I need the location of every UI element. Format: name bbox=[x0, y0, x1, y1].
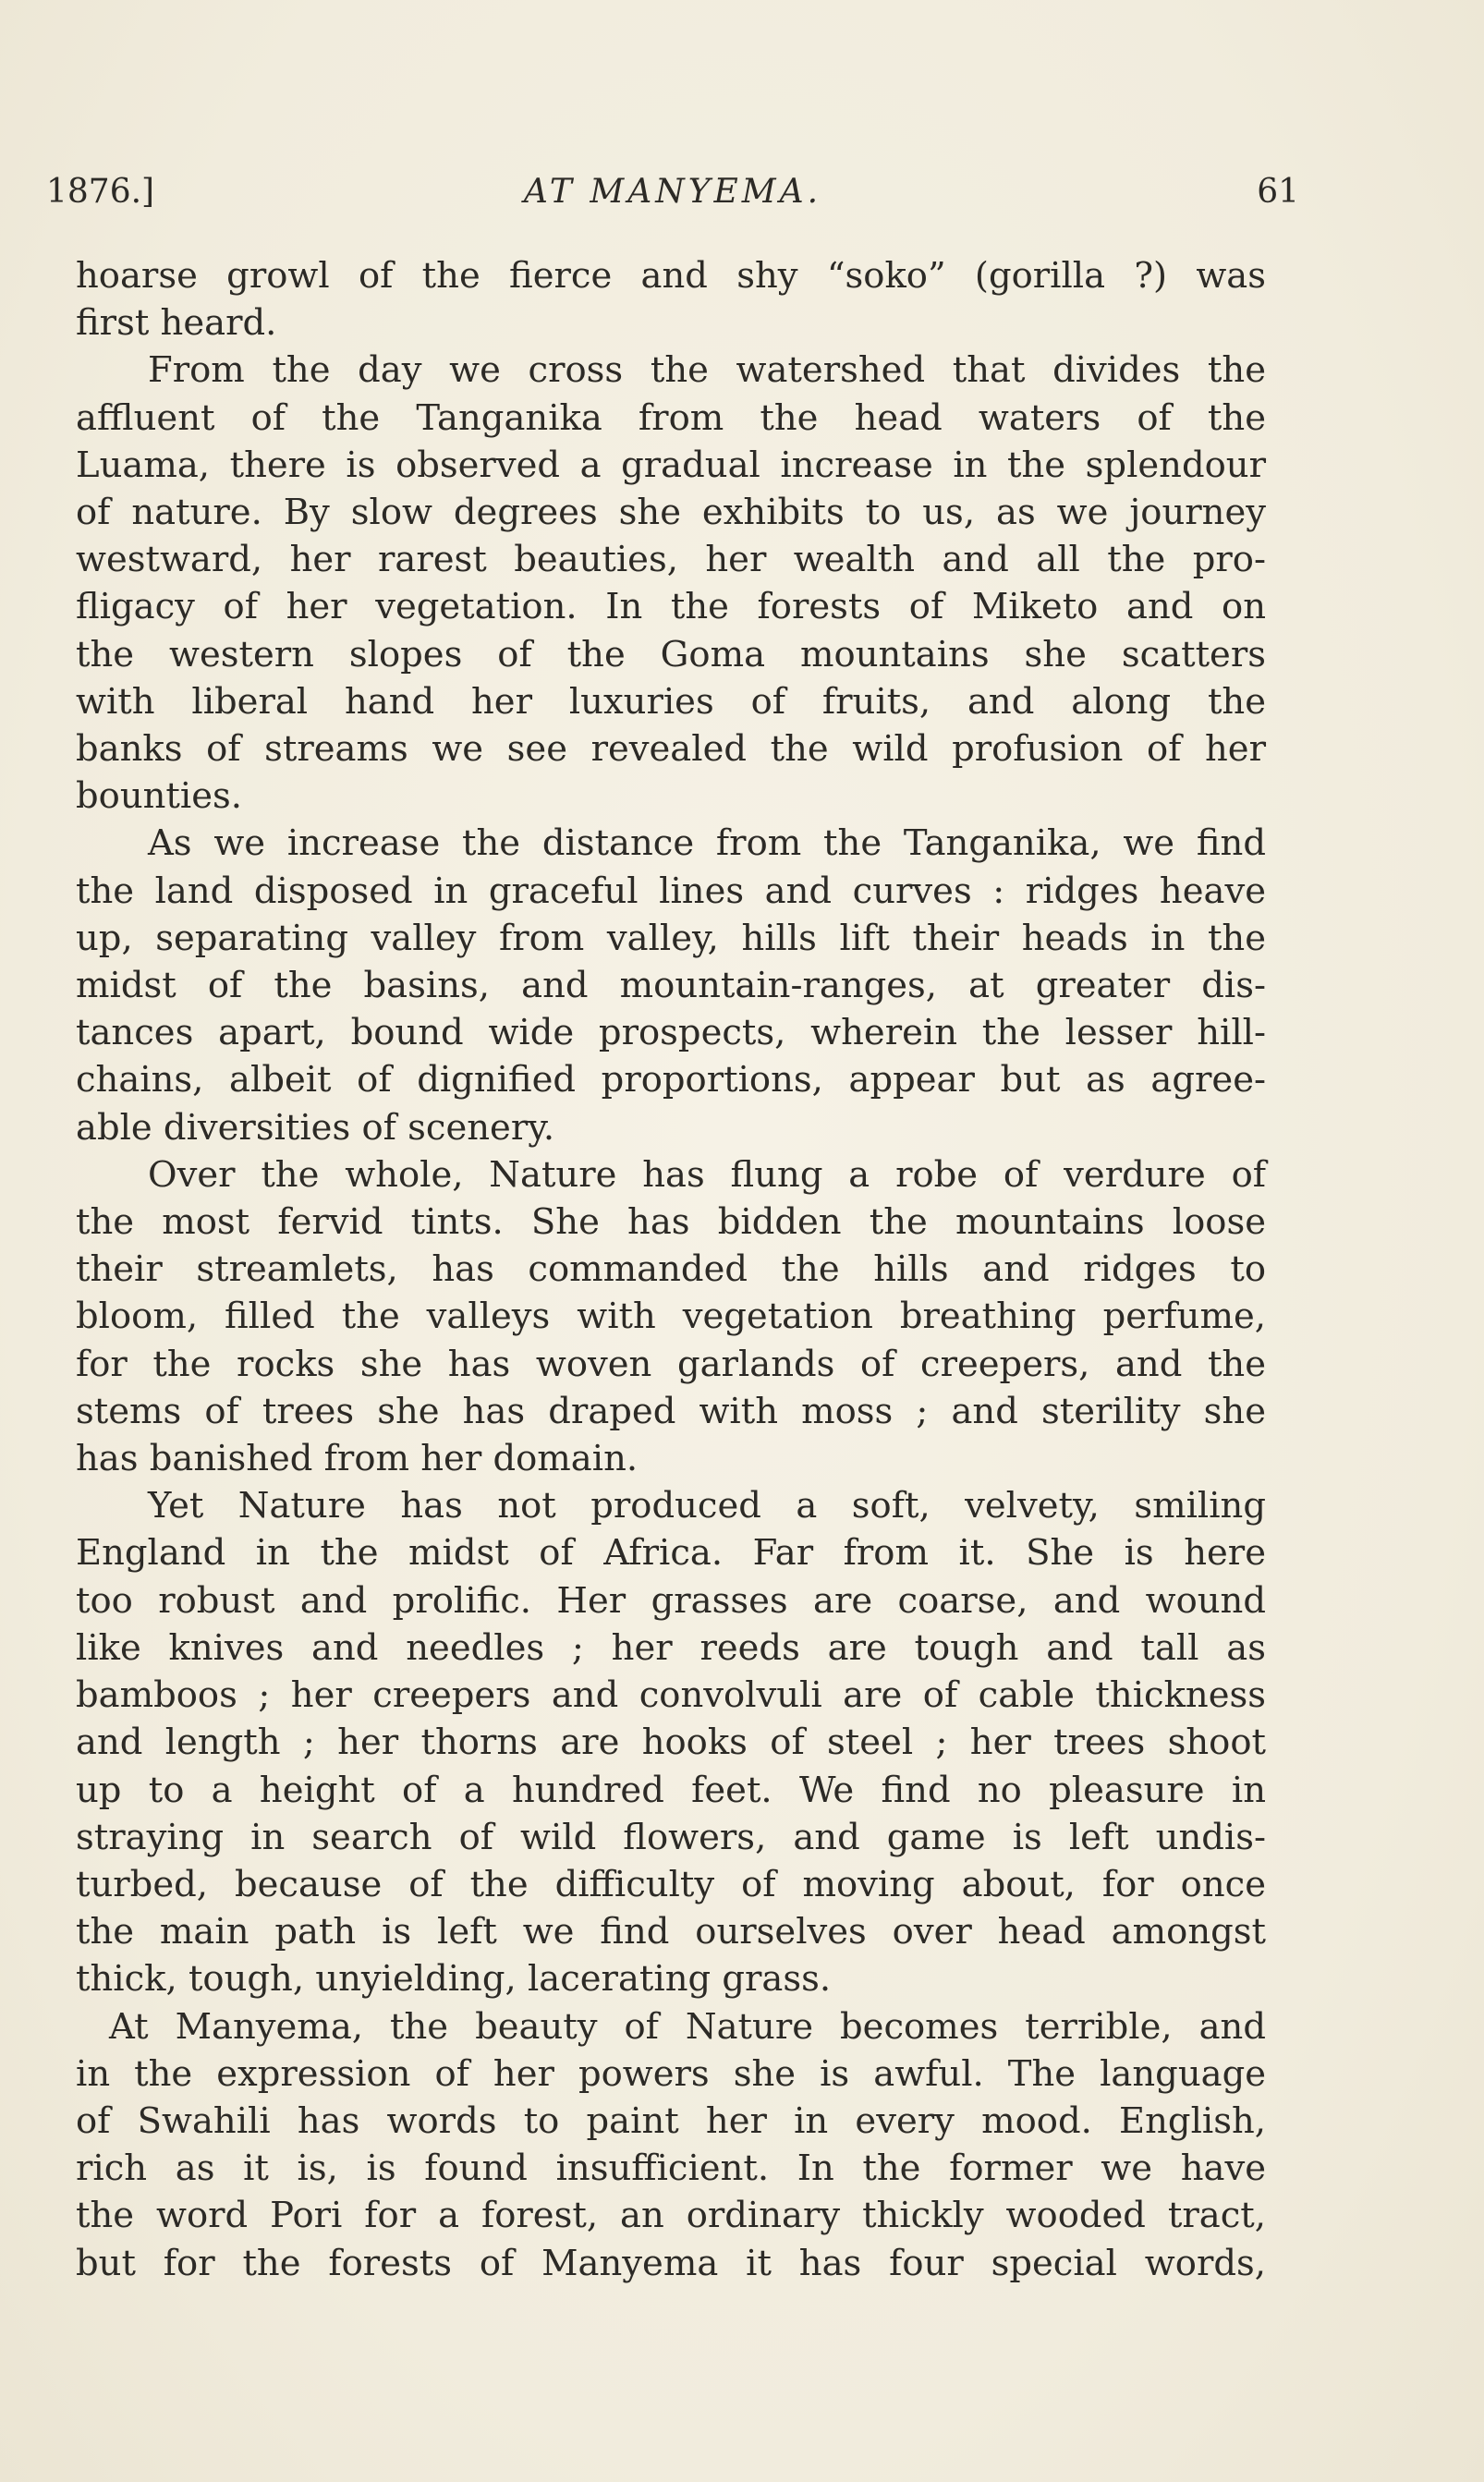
text-line: thick, tough, unyielding, lacerating grass. bbox=[76, 1958, 832, 2001]
paragraph-3 bbox=[76, 820, 1266, 1150]
text-line: but for the forests of Manyema it has four special words, bbox=[76, 2242, 1266, 2284]
text-line: At Manyema, the beauty of Nature becomes terrible, and bbox=[109, 2005, 1266, 2048]
header-year: 1876.] bbox=[46, 173, 155, 211]
running-header bbox=[46, 164, 1299, 220]
page-number: 61 bbox=[1257, 173, 1299, 211]
text-line: Luama, there is observed a gradual increase in the splendour bbox=[76, 444, 1266, 486]
text-line: bamboos ; her creepers and convolvuli are of cable thickness bbox=[76, 1674, 1266, 1717]
text-line: banks of streams we see revealed the wild profusion of her bbox=[76, 728, 1266, 771]
text-line: fligacy of her vegetation. In the forests of Miketo and on bbox=[76, 586, 1266, 628]
text-line: of Swahili has words to paint her in every mood. English, bbox=[76, 2099, 1266, 2142]
text-line: the word Pori for a forest, an ordinary thickly wooded tract, bbox=[76, 2195, 1266, 2237]
text-line: From the day we cross the watershed that divides the bbox=[148, 349, 1266, 392]
text-line: Yet Nature has not produced a soft, velvety, smiling bbox=[148, 1485, 1266, 1527]
paragraph-2 bbox=[76, 347, 1266, 820]
text-line: the land disposed in graceful lines and curves : ridges heave bbox=[76, 870, 1266, 912]
text-line: too robust and prolific. Her grasses are coarse, and wound bbox=[76, 1579, 1266, 1622]
paragraph-1 bbox=[76, 252, 1266, 347]
text-line: westward, her rarest beauties, her wealth and all the pro- bbox=[76, 539, 1266, 581]
text-line: the western slopes of the Goma mountains she scatters bbox=[76, 633, 1266, 675]
text-line: the main path is left we find ourselves over head amongst bbox=[76, 1911, 1266, 1953]
text-line: in the expression of her powers she is awful. The language bbox=[76, 2052, 1266, 2095]
text-line: up, separating valley from valley, hills lift their heads in the bbox=[76, 917, 1266, 959]
text-line: first heard. bbox=[76, 302, 277, 345]
text-line: straying in search of wild flowers, and game is left undis- bbox=[76, 1816, 1266, 1858]
text-line: for the rocks she has woven garlands of creepers, and the bbox=[76, 1343, 1266, 1385]
text-line: stems of trees she has draped with moss ; and sterility she bbox=[76, 1390, 1266, 1432]
text-line: and length ; her thorns are hooks of steel ; her trees shoot bbox=[76, 1722, 1266, 1764]
text-line: tances apart, bound wide prospects, wherein the lesser hill- bbox=[76, 1012, 1266, 1054]
text-line: the most fervid tints. She has bidden the mountains loose bbox=[76, 1201, 1266, 1244]
paragraph-4 bbox=[76, 1151, 1266, 1482]
text-line: of nature. By slow degrees she exhibits to us, as we journey bbox=[76, 492, 1266, 534]
text-line: chains, albeit of dignified proportions, appear but as agree- bbox=[76, 1059, 1266, 1101]
text-line: like knives and needles ; her reeds are tough and tall as bbox=[76, 1626, 1266, 1669]
header-title: AT MANYEMA. bbox=[523, 173, 822, 211]
text-line: bounties. bbox=[76, 775, 242, 818]
text-line: has banished from her domain. bbox=[76, 1438, 639, 1480]
text-line: England in the midst of Africa. Far from it. She is here bbox=[76, 1532, 1266, 1575]
text-line: hoarse growl of the fierce and shy “soko” (gorilla ?) was bbox=[76, 255, 1266, 297]
text-line: their streamlets, has commanded the hills and ridges to bbox=[76, 1248, 1266, 1291]
body-text bbox=[76, 252, 1266, 2287]
text-line: Over the whole, Nature has flung a robe of verdure of bbox=[148, 1153, 1266, 1196]
text-line: turbed, because of the difficulty of moving about, for once bbox=[76, 1863, 1266, 1905]
text-line: As we increase the distance from the Tanganika, we find bbox=[148, 822, 1266, 865]
paragraph-6 bbox=[76, 2003, 1266, 2287]
text-line: up to a height of a hundred feet. We find no pleasure in bbox=[76, 1769, 1266, 1811]
text-line: bloom, filled the valleys with vegetation breathing perfume, bbox=[76, 1296, 1266, 1338]
text-line: rich as it is, is found insufficient. In the former we have bbox=[76, 2147, 1266, 2190]
text-line: midst of the basins, and mountain-ranges, at greater dis- bbox=[76, 965, 1266, 1007]
paragraph-5 bbox=[76, 1482, 1266, 2002]
text-line: with liberal hand her luxuries of fruits, and along the bbox=[76, 680, 1266, 723]
text-line: able diversities of scenery. bbox=[76, 1106, 555, 1149]
text-line: affluent of the Tanganika from the head waters of the bbox=[76, 396, 1266, 439]
